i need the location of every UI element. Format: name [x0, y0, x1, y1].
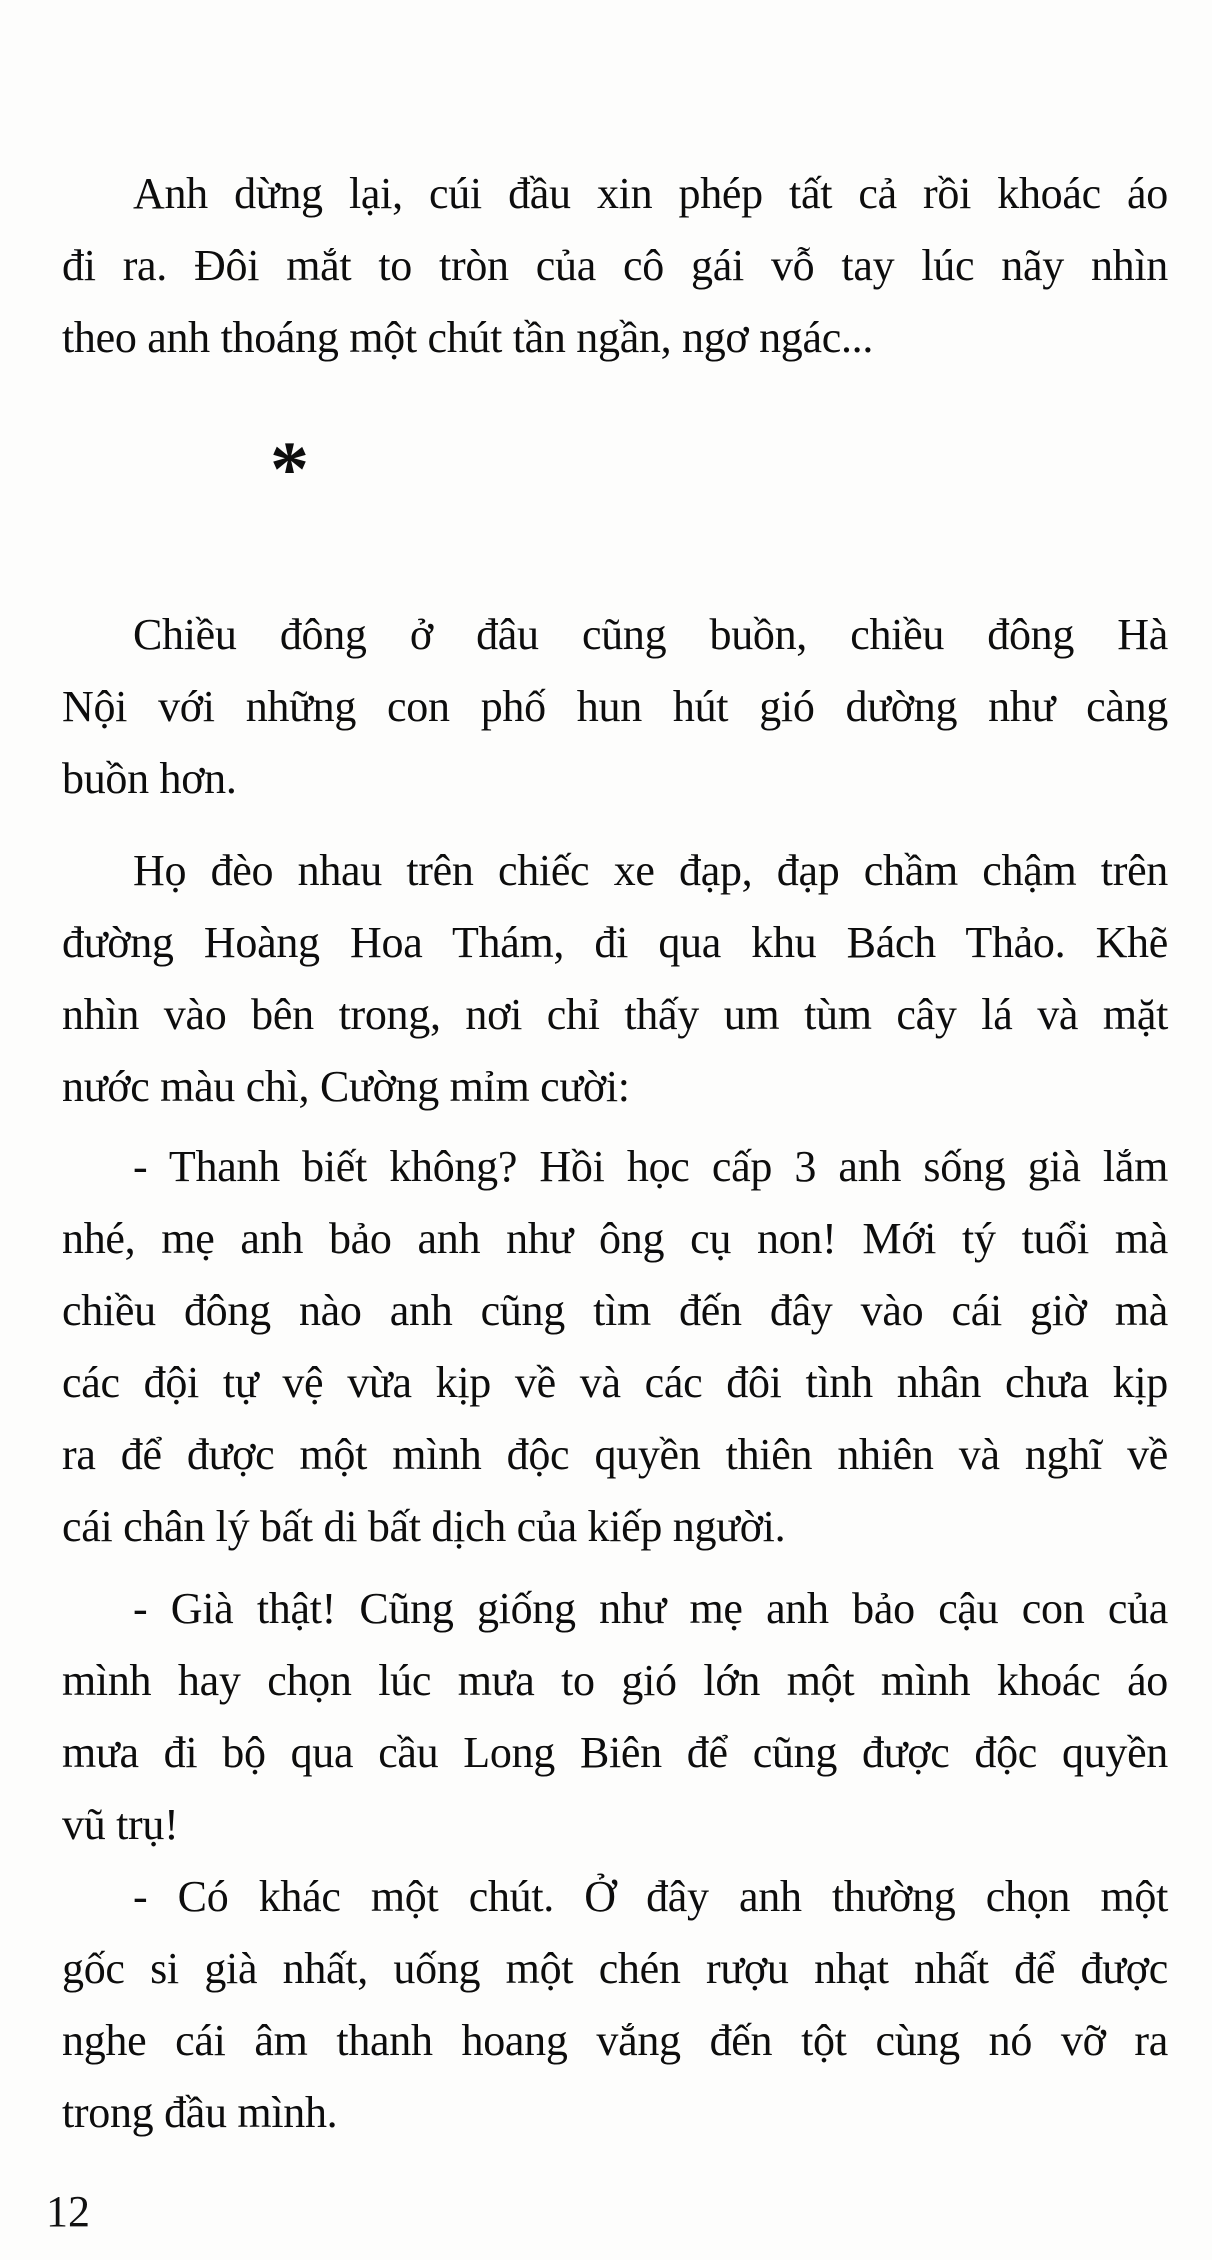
text-line: buồn hơn. [62, 754, 237, 803]
text-line: vũ trụ! [62, 1800, 179, 1849]
text-line: chiều đông nào anh cũng tìm đến đây vào cái giờ mà [62, 1286, 1168, 1335]
text-line: Chiều đông ở đâu cũng buồn, chiều đông Hà [133, 610, 1168, 659]
text-line: đường Hoàng Hoa Thám, đi qua khu Bách Thảo. Khẽ [62, 918, 1168, 967]
text-line: - Già thật! Cũng giống như mẹ anh bảo cậu con của [133, 1584, 1168, 1633]
text-line: - Có khác một chút. Ở đây anh thường chọn một [133, 1872, 1168, 1921]
text-line: đi ra. Đôi mắt to tròn của cô gái vỗ tay lúc nãy nhìn [62, 241, 1168, 290]
text-line: Anh dừng lại, cúi đầu xin phép tất cả rồi khoác áo [133, 169, 1168, 218]
text-line: nhé, mẹ anh bảo anh như ông cụ non! Mới tý tuổi mà [62, 1214, 1168, 1263]
text-line: nghe cái âm thanh hoang vắng đến tột cùng nó vỡ ra [62, 2016, 1168, 2065]
text-line: các đội tự vệ vừa kịp về và các đôi tình nhân chưa kịp [62, 1358, 1168, 1407]
text-line: - Thanh biết không? Hồi học cấp 3 anh sống già lắm [133, 1142, 1168, 1191]
page-number: 12 [46, 2187, 90, 2236]
paragraph-1 [62, 158, 1168, 374]
text-line: nước màu chì, Cường mỉm cười: [62, 1062, 630, 1111]
text-line: gốc si già nhất, uống một chén rượu nhạt nhất để được [62, 1944, 1168, 1993]
section-separator-icon: * [270, 425, 309, 512]
paragraph-2 [62, 599, 1168, 815]
paragraph-5 [62, 1573, 1168, 1861]
paragraph-6 [62, 1861, 1168, 2149]
text-line: theo anh thoáng một chút tần ngần, ngơ ngác... [62, 313, 874, 362]
text-line: mình hay chọn lúc mưa to gió lớn một mình khoác áo [62, 1656, 1168, 1705]
text-line: Nội với những con phố hun hút gió dường như càng [62, 682, 1168, 731]
text-line: nhìn vào bên trong, nơi chỉ thấy um tùm cây lá và mặt [62, 990, 1168, 1039]
text-line: mưa đi bộ qua cầu Long Biên để cũng được độc quyền [62, 1728, 1168, 1777]
text-line: trong đầu mình. [62, 2088, 338, 2137]
page-body [62, 158, 1168, 2149]
text-line: Họ đèo nhau trên chiếc xe đạp, đạp chầm chậm trên [133, 846, 1168, 895]
paragraph-3 [62, 835, 1168, 1123]
paragraph-4 [62, 1131, 1168, 1563]
text-line: cái chân lý bất di bất dịch của kiếp người. [62, 1502, 786, 1551]
text-line: ra để được một mình độc quyền thiên nhiên và nghĩ về [62, 1430, 1168, 1479]
